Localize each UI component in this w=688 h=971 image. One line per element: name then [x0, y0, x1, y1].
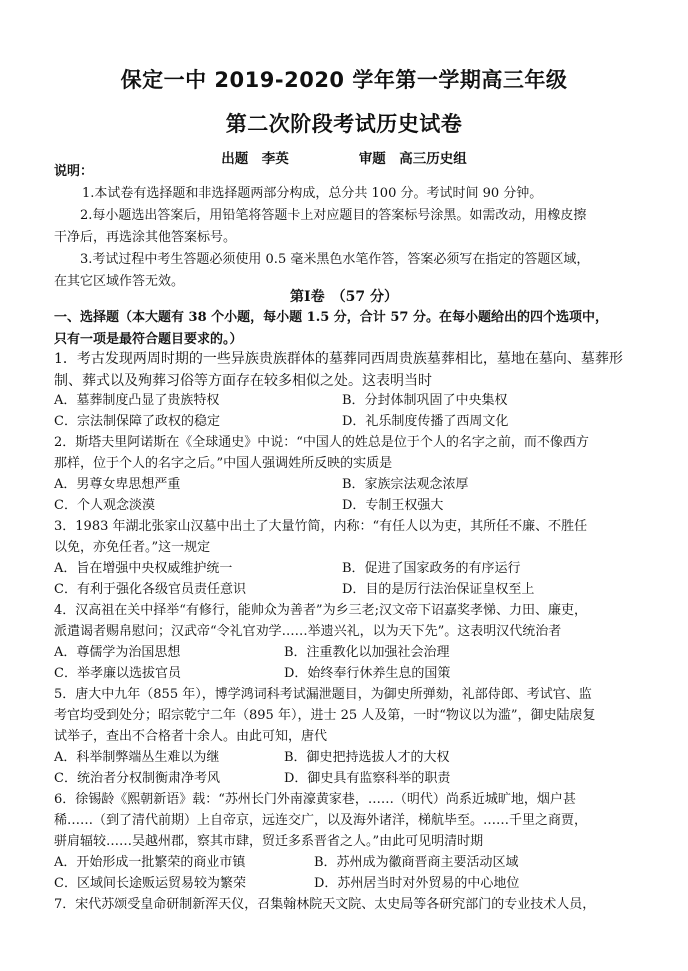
instructions-heading: 说明：: [54, 164, 94, 179]
instruction-3a: 3.考试过程中考生答题必须使用 0.5 毫米黑色水笔作答，答案必须写在指定的答题区域，: [80, 252, 590, 267]
exam-title-line1: 保定一中 2019-2020 学年第一学期高三年级: [120, 68, 568, 92]
question-6-line2: 稀……（到了清代前期）上自帝京，远连交广，以及海外诸洋，梯航毕至。……千里之商贾，: [54, 813, 588, 828]
question-4-option-d: D．始终奉行休养生息的国策: [284, 666, 451, 681]
question-3-option-a: A．旨在增强中央权威维护统一: [54, 561, 233, 576]
question-4-option-a: A．尊儒学为治国思想: [54, 645, 181, 660]
section-heading-b: 只有一项是最符合题目要求的。）: [54, 332, 243, 347]
question-1-option-b: B．分封体制巩固了中央集权: [342, 393, 508, 408]
question-3-options-cd: [54, 579, 644, 601]
question-5-line2: 考官均受到处分；昭宗乾宁二年（895 年），进士 25 人及第，一时“物议以为滥”，御史陆扆复: [54, 708, 596, 723]
question-3-option-c: C．有利于强化各级官员责任意识: [54, 582, 246, 597]
question-1-line2: 制、葬式以及殉葬习俗等方面存在较多相似之处。这表明当时: [54, 373, 432, 389]
question-3-option-d: D．目的是厉行法治保证皇权至上: [342, 582, 535, 597]
question-2-line2: 那样，位于个人的名字之后。”中国人强调姓所反映的实质是: [54, 456, 393, 471]
question-4-options-ab: [54, 642, 644, 664]
question-2-options-cd: [54, 495, 644, 517]
question-2-option-c: C．个人观念淡漠: [54, 498, 155, 513]
question-5-option-a: A．科举制弊端丛生难以为继: [54, 750, 220, 765]
question-5-line3: 试举子，查出不合格者十余人。由此可知，唐代: [54, 729, 328, 744]
question-2-option-a: A．男尊女卑思想严重: [54, 477, 181, 492]
reviewer-label: 审题 高三历史组: [358, 151, 467, 167]
section-title: 第Ⅰ卷 （57 分）: [290, 289, 398, 305]
exam-title-line2: 第二次阶段考试历史试卷: [225, 112, 463, 136]
question-1-options-ab: [54, 390, 644, 412]
question-6-option-a: A．开始形成一批繁荣的商业市镇: [54, 855, 246, 870]
question-1-option-a: A．墓葬制度凸显了贵族特权: [54, 393, 220, 408]
setter-label: 出题 李英: [221, 151, 289, 167]
section-heading-a: 一、选择题（本大题有 38 个小题，每小题 1.5 分，合计 57 分。在每小题给出的四个选项中，: [54, 310, 608, 325]
question-2-option-d: D．专制王权强大: [342, 498, 444, 513]
question-1-option-c: C．宗法制保障了政权的稳定: [54, 414, 220, 429]
question-1-line1: 1．考古发现两周时期的一些异族贵族群体的墓葬同西周贵族墓葬相比，墓地在墓向、墓葬形: [54, 351, 623, 367]
question-5-option-d: D．御史具有监察科举的职责: [284, 771, 451, 786]
question-5-line1: 5．唐大中九年（855 年），博学鸿词科考试漏泄题目，为御史所弹劾，礼部侍郎、考试官、监: [54, 687, 592, 702]
question-6-line1: 6．徐锡龄《熙朝新语》载：“苏州长门外南濠黄家巷，……（明代）尚系近城旷地，烟户甚: [54, 792, 576, 807]
question-4-option-c: C．举孝廉以选拔官员: [54, 666, 181, 681]
instruction-2a: 2.每小题选出答案后，用铅笔将答题卡上对应题目的答案标号涂黑。如需改动，用橡皮擦: [80, 208, 587, 223]
question-3-line2: 以免，亦免任者。”这一规定: [54, 540, 211, 555]
question-2-options-ab: [54, 474, 644, 496]
question-2-line1: 2．斯塔夫里阿诺斯在《全球通史》中说：“中国人的姓总是位于个人的名字之前，而不像西方: [54, 435, 589, 450]
question-3-line1: 3．1983 年湖北张家山汉墓中出土了大量竹简，内称：“有任人以为吏，其所任不廉、不胜任: [54, 519, 588, 534]
question-6-option-b: B．苏州成为徽商晋商主要活动区域: [314, 855, 519, 870]
question-1-options-cd: [54, 411, 644, 433]
question-6-options-cd: [54, 873, 644, 895]
question-4-option-b: B．注重教化以加强社会治理: [284, 645, 450, 660]
question-5-option-c: C．统治者分权制衡肃净考风: [54, 771, 220, 786]
instruction-3b: 在其它区域作答无效。: [54, 274, 185, 289]
question-1-option-d: D．礼乐制度传播了西周文化: [342, 414, 509, 429]
question-4-line2: 派遣谒者赐帛慰问；汉武帝“令礼官劝学……举遗兴礼，以为天下先”。这表明汉代统治者: [54, 624, 562, 639]
question-3-option-b: B．促进了国家政务的有序运行: [342, 561, 521, 576]
instruction-1: 1.本试卷有选择题和非选择题两部分构成，总分共 100 分。考试时间 90 分钟。: [82, 186, 543, 201]
question-5-options-ab: [54, 747, 644, 769]
question-7-line1: 7．宋代苏颂受皇命研制新浑天仪，召集翰林院天文院、太史局等各研究部门的专业技术人员，: [54, 897, 596, 912]
question-6-options-ab: [54, 852, 644, 874]
question-4-line1: 4．汉高祖在关中择举“有修行，能帅众为善者”为乡三老;汉文帝下诏嘉奖孝悌、力田、廉吏，: [54, 603, 587, 618]
instruction-2b: 干净后，再选涂其他答案标号。: [54, 230, 237, 245]
question-2-option-b: B．家族宗法观念浓厚: [342, 477, 469, 492]
question-3-options-ab: [54, 558, 644, 580]
question-6-line3: 骈肩辐较……吴越州郡，察其市肆，贸迁多系晋省之人。”由此可见明清时期: [54, 834, 484, 849]
question-5-option-b: B．御史把持选拔人才的大权: [284, 750, 450, 765]
question-5-options-cd: [54, 768, 644, 790]
question-4-options-cd: [54, 663, 644, 685]
question-6-option-c: C．区域间长途贩运贸易较为繁荣: [54, 876, 246, 891]
question-6-option-d: D．苏州居当时对外贸易的中心地位: [314, 876, 520, 891]
